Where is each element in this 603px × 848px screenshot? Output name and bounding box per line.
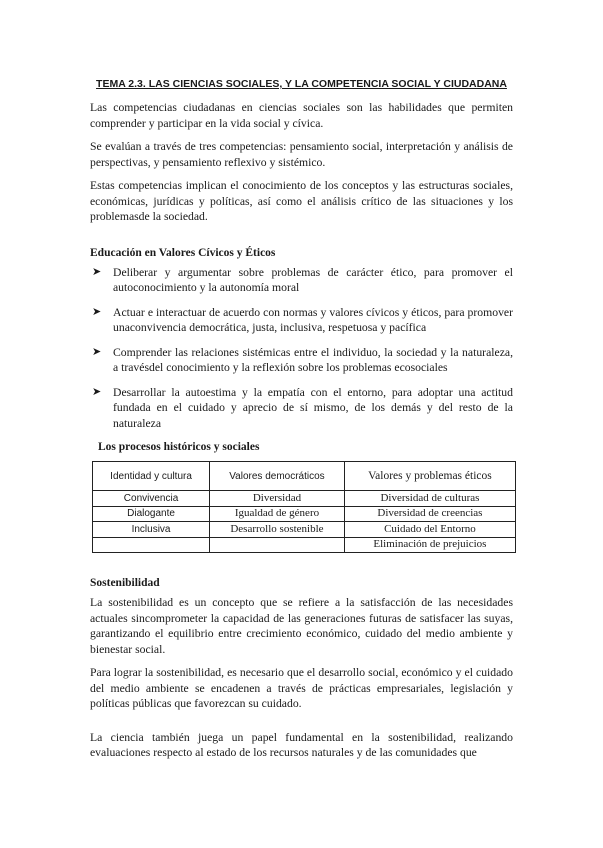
column-header: Identidad y cultura (93, 462, 210, 491)
table-cell: Eliminación de prejuicios (344, 537, 515, 553)
sustainability-heading: Sostenibilidad (90, 577, 160, 589)
list-item (90, 305, 513, 336)
table-cell: Diversidad (210, 491, 345, 507)
list-item-text: Actuar e interactuar de acuerdo con normas y valores cívicos y éticos, para promover unaconvivencia democrática, justa, inclusiva, respetuosa y pacífica (113, 305, 513, 334)
table-cell: Inclusiva (93, 522, 210, 538)
processes-heading: Los procesos históricos y sociales (98, 441, 260, 453)
arrow-bullet-icon: ➤ (92, 305, 102, 318)
table-cell: Desarrollo sostenible (210, 522, 345, 538)
table-row (93, 506, 516, 522)
table-cell: Convivencia (93, 491, 210, 507)
column-header: Valores y problemas éticos (344, 462, 515, 491)
sustainability-paragraph: La sostenibilidad es un concepto que se refiere a la satisfacción de las necesidades actuales sincomprometer la capacidad de las generaciones futuras de satisfacer las suyas, garantizando el equilibrio entre crecimiento económico, cuidado del medio ambiente y bienestar social. (90, 596, 513, 656)
list-item (90, 265, 513, 296)
list-item (90, 385, 513, 432)
intro-paragraph: Las competencias ciudadanas en ciencias sociales son las habilidades que permiten comprender y participar en la vida social y cívica. (90, 101, 513, 130)
civic-values-list (90, 265, 513, 432)
intro-paragraph: Se evalúan a través de tres competencias: pensamiento social, interpretación y análisis de perspectivas, y pensamiento reflexivo y sistémico. (90, 140, 513, 169)
paragraph-spacer (90, 720, 513, 730)
arrow-bullet-icon: ➤ (92, 265, 102, 278)
table-cell: Diversidad de culturas (344, 491, 515, 507)
table-cell: Cuidado del Entorno (344, 522, 515, 538)
table-row (93, 491, 516, 507)
table-cell (210, 537, 345, 553)
table-cell: Igualdad de género (210, 506, 345, 522)
arrow-bullet-icon: ➤ (92, 345, 102, 358)
page-title: TEMA 2.3. LAS CIENCIAS SOCIALES, Y LA COMPETENCIA SOCIAL Y CIUDADANA (96, 78, 507, 90)
table-row (93, 537, 516, 553)
values-table (92, 461, 516, 553)
column-header: Valores democráticos (210, 462, 345, 491)
table-cell: Dialogante (93, 506, 210, 522)
arrow-bullet-icon: ➤ (92, 385, 102, 398)
sustainability-paragraph: La ciencia también juega un papel fundamental en la sostenibilidad, realizando evaluaciones respecto al estado de los recursos naturales y de las comunidades que (90, 730, 513, 759)
sustainability-paragraph: Para lograr la sostenibilidad, es necesario que el desarrollo social, económico y el cuidado del medio ambiente se encadenen a través de prácticas empresariales, legislación y políticas públicas que favorezcan su cuidado. (90, 666, 513, 710)
list-item (90, 345, 513, 376)
list-item-text: Deliberar y argumentar sobre problemas de carácter ético, para promover el autoconocimiento y la autonomía moral (113, 265, 513, 294)
table-cell: Diversidad de creencias (344, 506, 515, 522)
table-cell (93, 537, 210, 553)
civic-values-heading: Educación en Valores Cívicos y Éticos (90, 246, 276, 259)
intro-paragraph: Estas competencias implican el conocimiento de los conceptos y las estructuras sociales, económicas, jurídicas y políticas, así como el análisis crítico de las situaciones y los problemasde la sociedad. (90, 179, 513, 223)
list-item-text: Comprender las relaciones sistémicas entre el individuo, la sociedad y la naturaleza, a travésdel conocimiento y la reflexión sobre los problemas ecosociales (113, 345, 513, 374)
table-row (93, 522, 516, 538)
table-header-row (93, 462, 516, 491)
list-item-text: Desarrollar la autoestima y la empatía con el entorno, para adoptar una actitud fundada en el cuidado y aprecio de sí mismo, de los demás y del resto de la naturaleza (113, 385, 513, 430)
